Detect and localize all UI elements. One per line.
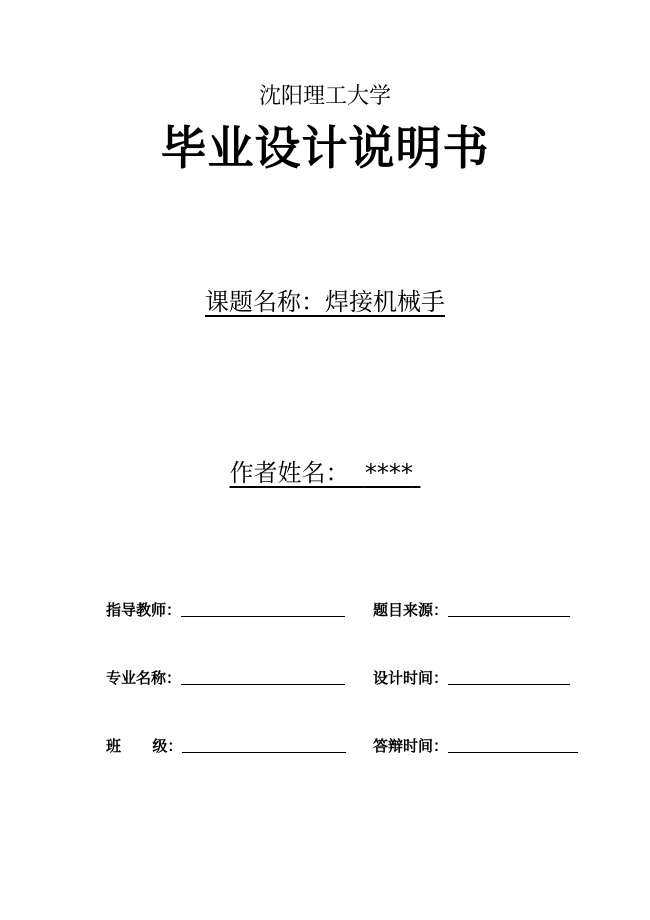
source-field [373, 596, 570, 620]
advisor-field [106, 596, 345, 620]
university-name: 沈阳理工大学 [258, 84, 391, 109]
topic-text: 课题名称：焊接机械手 [205, 288, 445, 316]
class-field [106, 732, 346, 756]
advisor-label: 指导教师： [106, 601, 182, 619]
design-time-blank [448, 683, 570, 685]
source-label: 题目来源： [373, 601, 449, 619]
document-title: 毕业设计说明书 [160, 121, 490, 175]
author-line [0, 455, 650, 491]
defense-time-field [373, 732, 578, 756]
advisor-blank [181, 615, 345, 617]
class-blank [182, 751, 346, 753]
design-time-field [373, 664, 570, 688]
author-label: 作者姓名： [229, 459, 350, 487]
major-field [106, 664, 345, 688]
class-label: 班 级： [106, 737, 183, 755]
author-value: **** [364, 459, 413, 487]
author-name-field [230, 459, 421, 487]
info-row-3 [0, 732, 650, 756]
design-time-label: 设计时间： [373, 669, 449, 687]
major-blank [181, 683, 345, 685]
info-row-2 [0, 664, 650, 688]
defense-time-blank [448, 751, 578, 753]
major-label: 专业名称： [106, 669, 182, 687]
topic-line [0, 284, 650, 320]
defense-time-label: 答辩时间： [373, 737, 449, 755]
source-blank [448, 615, 570, 617]
info-row-1 [0, 596, 650, 620]
